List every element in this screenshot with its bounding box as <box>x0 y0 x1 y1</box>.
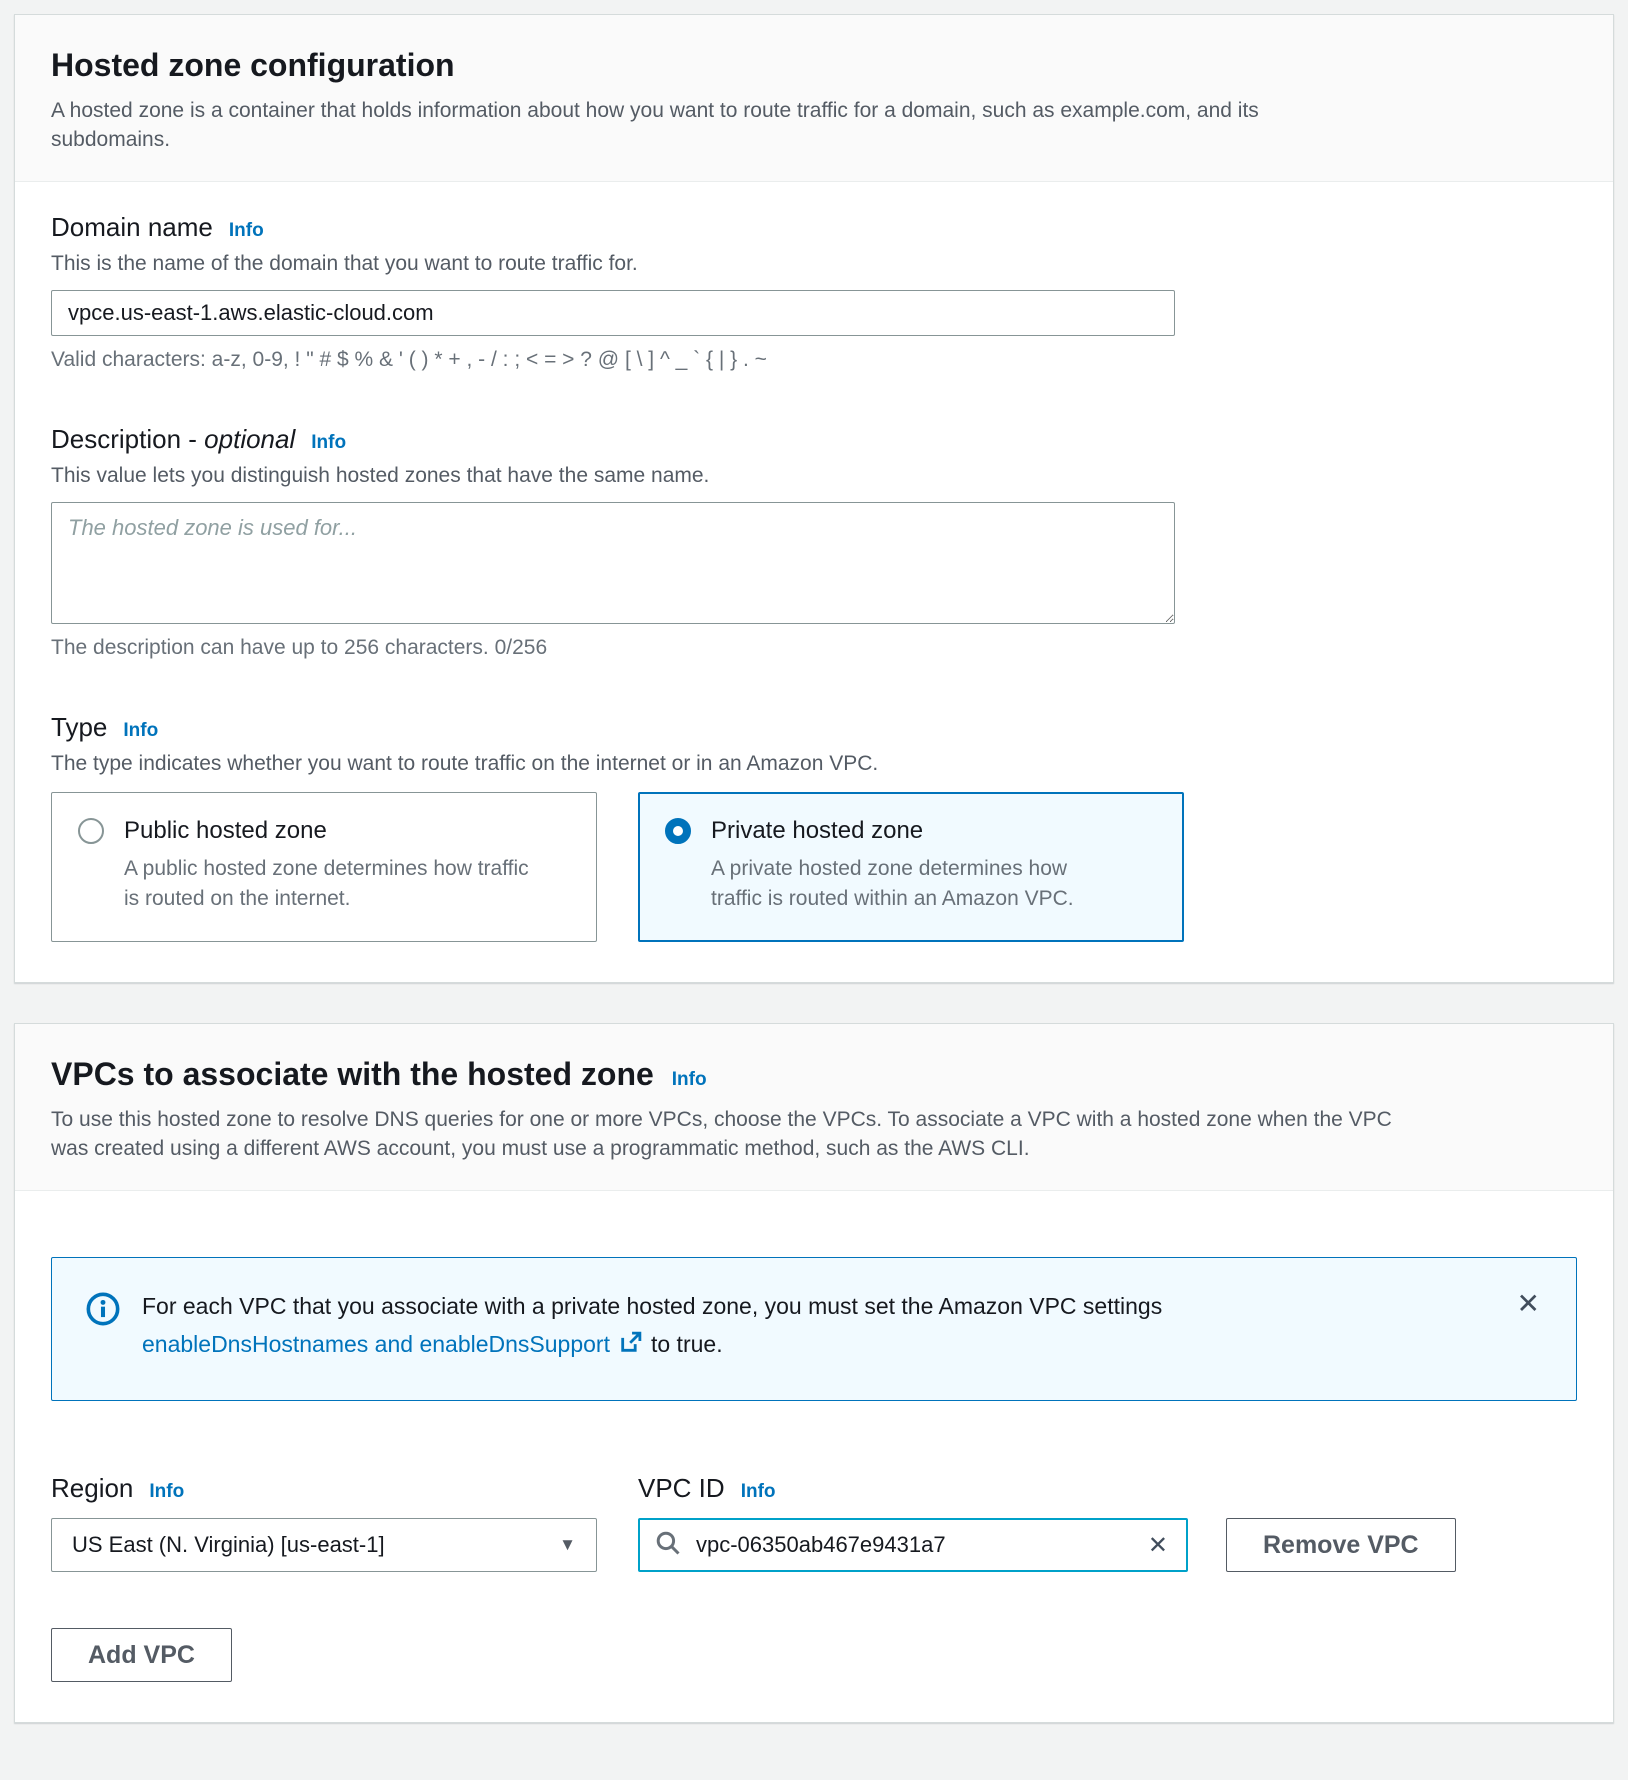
public-hosted-zone-radio[interactable] <box>78 818 104 844</box>
private-hosted-zone-title: Private hosted zone <box>711 816 924 844</box>
vpc-card-title-row <box>51 1056 1577 1093</box>
vpc-id-search-box <box>638 1518 1188 1572</box>
vpc-card-title: VPCs to associate with the hosted zone <box>51 1055 654 1092</box>
hosted-zone-card-subtitle: A hosted zone is a container that holds information about how you want to route traffic for a domain, such as example.com, and its subdomains. <box>51 99 1259 152</box>
public-hosted-zone-title: Public hosted zone <box>124 816 327 844</box>
public-hosted-zone-tile-head <box>78 817 570 845</box>
private-hosted-zone-tile[interactable] <box>638 792 1184 942</box>
vpc-id-label-row <box>638 1473 1188 1504</box>
type-label: Type <box>51 711 108 742</box>
remove-vpc-button[interactable]: Remove VPC <box>1226 1518 1456 1572</box>
domain-name-valid-characters-hint: Valid characters: a-z, 0-9, ! " # $ % & ' ( ) * + , - / : ; < = > ? @ [ \ ] ^ _ ` { | } . ~ <box>51 347 767 371</box>
region-label: Region <box>51 1473 134 1504</box>
vpc-settings-info-alert <box>51 1257 1577 1402</box>
vpc-association-row <box>51 1473 1577 1572</box>
chevron-down-icon: ▼ <box>559 1535 576 1555</box>
hosted-zone-card-header <box>15 15 1613 182</box>
description-optional-text: optional <box>204 423 296 454</box>
domain-name-field-group <box>51 212 1577 372</box>
description-textarea[interactable] <box>51 502 1175 624</box>
type-description: The type indicates whether you want to route traffic on the internet or in an Amazon VPC. <box>51 751 879 775</box>
alert-message-suffix: to true. <box>650 1330 723 1357</box>
region-field-group <box>51 1473 597 1572</box>
search-icon <box>654 1529 682 1562</box>
description-info-link[interactable]: Info <box>311 431 347 453</box>
public-hosted-zone-description: A public hosted zone determines how traffic is routed on the internet. <box>124 856 529 911</box>
domain-name-label: Domain name <box>51 211 213 242</box>
info-icon <box>86 1292 120 1331</box>
type-info-link[interactable]: Info <box>123 719 159 741</box>
description-label-text: Description - <box>51 423 197 454</box>
private-hosted-zone-description: A private hosted zone determines how traffic is routed within an Amazon VPC. <box>711 856 1074 911</box>
description-description: This value lets you distinguish hosted zones that have the same name. <box>51 463 710 487</box>
type-radio-tiles <box>51 792 1577 942</box>
type-field-group <box>51 712 1577 942</box>
vpc-card-info-link[interactable]: Info <box>671 1068 707 1090</box>
region-select[interactable] <box>51 1518 597 1572</box>
description-character-count-hint: The description can have up to 256 characters. 0/256 <box>51 635 548 659</box>
vpc-id-info-link[interactable]: Info <box>740 1481 776 1503</box>
vpc-id-field-group <box>638 1473 1188 1572</box>
enable-dns-settings-link[interactable]: enableDnsHostnames and enableDnsSupport <box>142 1330 610 1357</box>
clear-icon[interactable]: ✕ <box>1144 1531 1172 1560</box>
private-hosted-zone-tile-head <box>665 817 1157 845</box>
region-label-row <box>51 1473 597 1504</box>
region-selected-value: US East (N. Virginia) [us-east-1] <box>72 1532 385 1558</box>
alert-message-line2 <box>142 1326 1487 1367</box>
domain-name-description: This is the name of the domain that you want to route traffic for. <box>51 251 638 275</box>
vpc-card-header <box>15 1024 1613 1191</box>
hosted-zone-card-title: Hosted zone configuration <box>51 47 455 83</box>
vpc-card-subtitle: To use this hosted zone to resolve DNS queries for one or more VPCs, choose the VPCs. To associate a VPC with a hosted zone when the VPC was created using a different AWS account, you must use a programmatic method, such as the AWS CLI. <box>51 1107 1392 1161</box>
domain-name-label-row <box>51 212 1577 243</box>
hosted-zone-card-body <box>15 182 1613 982</box>
description-label-row <box>51 424 1577 455</box>
description-field-group <box>51 424 1577 660</box>
description-label <box>51 424 295 455</box>
type-label-row <box>51 712 1577 743</box>
domain-name-info-link[interactable]: Info <box>228 219 264 241</box>
public-hosted-zone-tile[interactable] <box>51 792 597 942</box>
vpc-id-label: VPC ID <box>638 1473 725 1504</box>
private-hosted-zone-radio[interactable] <box>665 818 691 844</box>
vpc-card-body <box>15 1191 1613 1723</box>
close-icon[interactable]: ✕ <box>1509 1288 1548 1320</box>
external-link-icon[interactable] <box>618 1334 643 1360</box>
alert-message-line1: For each VPC that you associate with a private hosted zone, you must set the Amazon VPC settings <box>142 1292 1163 1319</box>
alert-message <box>142 1288 1487 1367</box>
domain-name-input[interactable] <box>51 290 1175 336</box>
hosted-zone-configuration-card <box>14 14 1614 983</box>
add-vpc-button[interactable]: Add VPC <box>51 1628 232 1682</box>
vpcs-to-associate-card <box>14 1023 1614 1724</box>
region-info-link[interactable]: Info <box>149 1481 185 1503</box>
vpc-id-input[interactable] <box>694 1531 1132 1559</box>
